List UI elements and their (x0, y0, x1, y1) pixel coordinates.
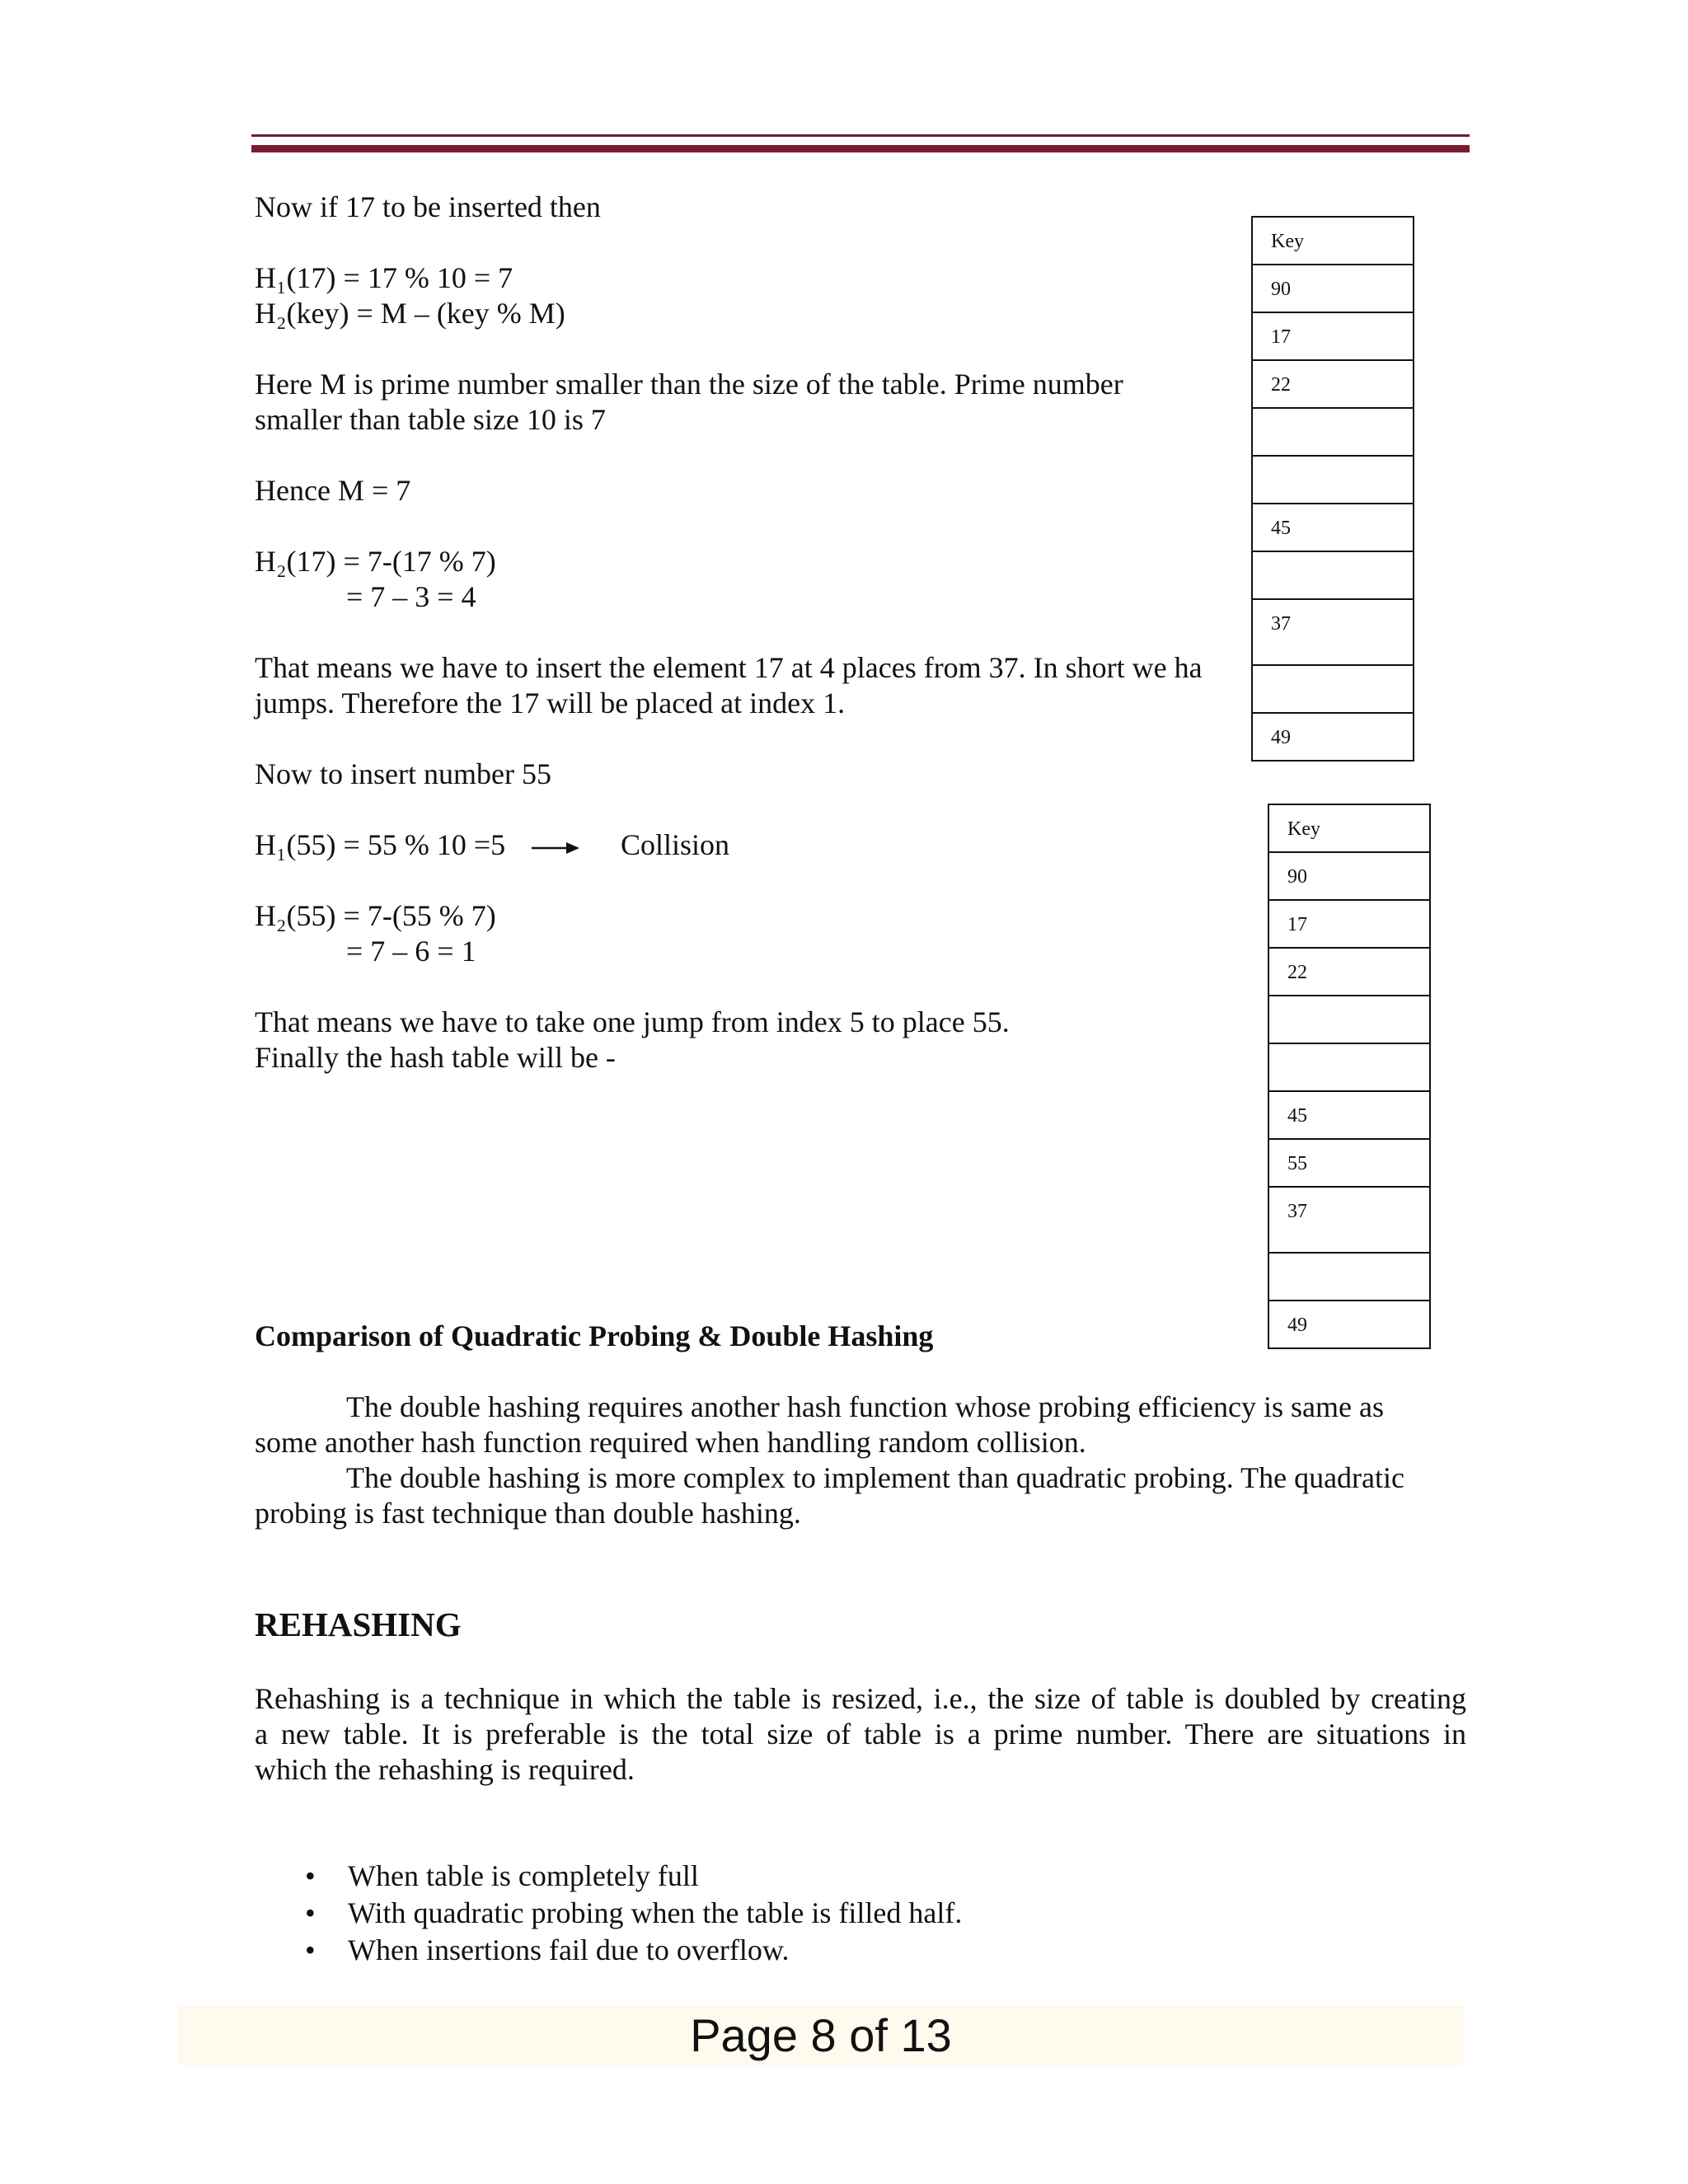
table-cell: 90 (1268, 852, 1430, 900)
paragraph-line: Rehashing is a technique in which the table is resized, i.e., the size of table is doubled by creating (255, 1682, 1466, 1715)
paragraph-line: probing is fast technique than double hashing. (255, 1497, 801, 1530)
table-cell (1252, 665, 1414, 713)
text-line: Finally the hash table will be - (255, 1041, 616, 1074)
table-cell: 45 (1268, 1091, 1430, 1139)
table-cell: Key (1268, 804, 1430, 852)
table-cell: 49 (1252, 713, 1414, 761)
text-line: smaller than table size 10 is 7 (255, 403, 606, 436)
table-cell (1252, 408, 1414, 456)
table-cell: 17 (1268, 900, 1430, 948)
table-cell: Key (1252, 217, 1414, 265)
table-cell: 90 (1252, 265, 1414, 312)
text-line: That means we have to insert the element 17 at 4 places from 37. In short we ha (255, 651, 1203, 684)
bullet-icon: • (305, 1896, 316, 1929)
table-cell: 49 (1268, 1301, 1430, 1348)
text-line: = 7 – 3 = 4 (346, 580, 476, 613)
right-arrow-icon (532, 840, 581, 856)
text-line: H₁(17) = 17 % 10 = 7 (255, 261, 513, 294)
bullet-icon: • (305, 1933, 316, 1966)
paragraph-line: a new table. It is preferable is the total size of table is a prime number. There are situations in (255, 1718, 1466, 1750)
header-rule-thick (251, 145, 1470, 152)
paragraph-line: The double hashing is more complex to implement than quadratic probing. The quadratic (346, 1461, 1404, 1494)
table-cell: 22 (1268, 948, 1430, 996)
text-line: Hence M = 7 (255, 474, 411, 507)
text-line: = 7 – 6 = 1 (346, 935, 476, 968)
paragraph-line: The double hashing requires another hash function whose probing efficiency is same as (346, 1390, 1384, 1423)
table-cell: 17 (1252, 312, 1414, 360)
page-number: Page 8 of 13 (690, 2009, 952, 2061)
hash-table-before (1251, 216, 1414, 762)
paragraph-line: some another hash function required when handling random collision. (255, 1426, 1086, 1459)
table-cell: 37 (1252, 599, 1414, 665)
table-cell: 22 (1252, 360, 1414, 408)
table-cell (1252, 456, 1414, 504)
text-line: jumps. Therefore the 17 will be placed at index 1. (255, 687, 846, 719)
table-cell: 45 (1252, 504, 1414, 551)
bullet-icon: • (305, 1859, 316, 1892)
text-line: That means we have to take one jump from index 5 to place 55. (255, 1005, 1010, 1038)
table-cell (1268, 1043, 1430, 1091)
text-line: Now if 17 to be inserted then (255, 190, 601, 223)
table-cell: 37 (1268, 1187, 1430, 1253)
rehashing-heading: REHASHING (255, 1605, 462, 1643)
text-line: H₂(key) = M – (key % M) (255, 297, 565, 330)
paragraph-line: which the rehashing is required. (255, 1753, 635, 1786)
table-cell: 55 (1268, 1139, 1430, 1187)
table-cell (1252, 551, 1414, 599)
table-cell (1268, 996, 1430, 1043)
header-rule-thin (251, 134, 1470, 137)
table-cell (1268, 1253, 1430, 1301)
text-line: H₂(55) = 7-(55 % 7) (255, 899, 496, 932)
hash-table-final (1268, 804, 1431, 1349)
collision-label: Collision (621, 828, 730, 861)
text-line: H₁(55) = 55 % 10 =5 (255, 828, 506, 861)
text-line: Now to insert number 55 (255, 757, 551, 790)
text-line: H₂(17) = 7-(17 % 7) (255, 545, 496, 578)
comparison-heading: Comparison of Quadratic Probing & Double Hashing (255, 1319, 934, 1352)
text-line: Here M is prime number smaller than the size of the table. Prime number (255, 368, 1123, 401)
